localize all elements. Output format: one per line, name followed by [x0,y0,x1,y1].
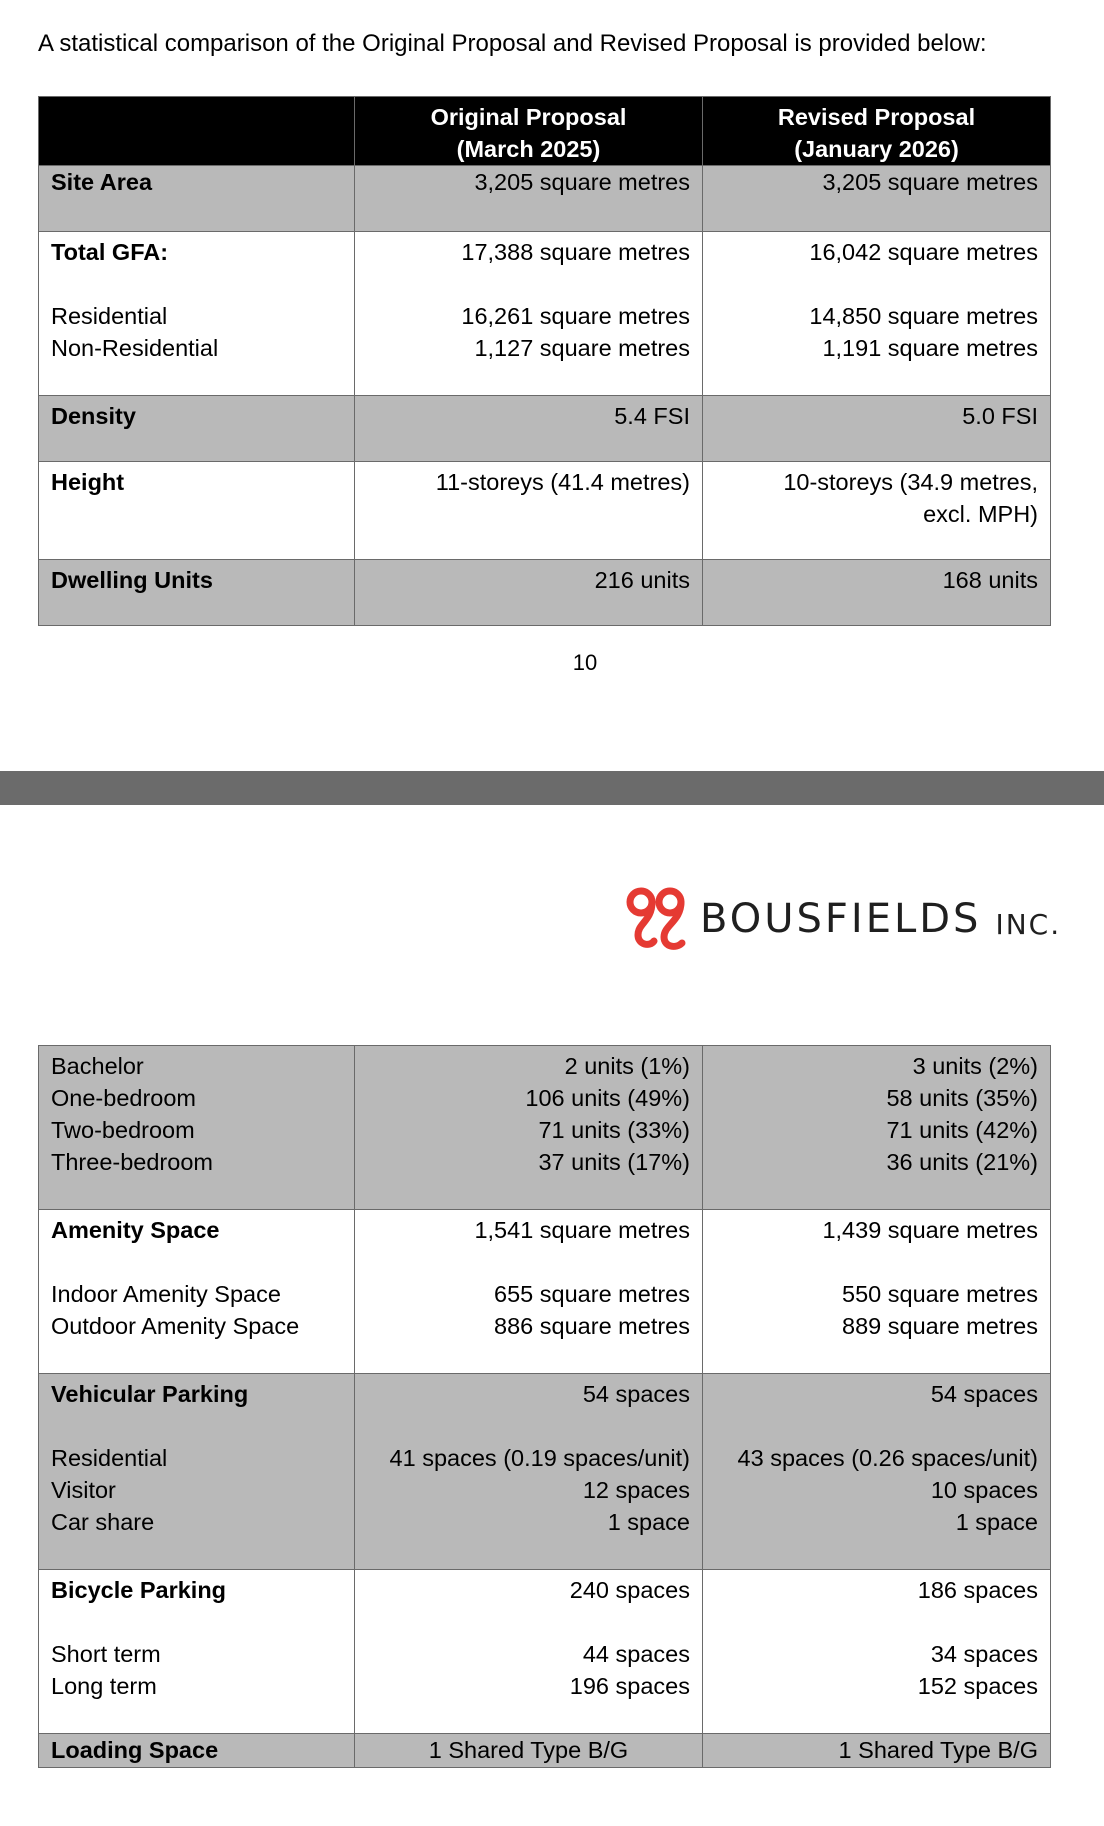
gfa-labels: Total GFA: Residential Non-Residential [39,232,355,396]
vehicular-revised: 54 spaces 43 spaces (0.26 spaces/unit) 10 spaces 1 space [703,1374,1051,1570]
bousfields-logo [624,885,1061,953]
amenity-labels: Amenity Space Indoor Amenity Space Outdoor Amenity Space [39,1210,355,1374]
unit-mix-original: 2 units (1%) 106 units (49%) 71 units (33%) 37 units (17%) [355,1046,703,1210]
header-revised: Revised Proposal (January 2026) [703,97,1051,166]
density-revised: 5.0 FSI [703,396,1051,462]
unit-mix-labels: Bachelor One-bedroom Two-bedroom Three-bedroom [39,1046,355,1210]
loading-revised: 1 Shared Type B/G [703,1734,1051,1768]
loading-label: Loading Space [39,1734,355,1768]
row-density [39,396,1051,462]
row-bicycle-parking [39,1570,1051,1734]
loading-original: 1 Shared Type B/G [355,1734,703,1768]
comparison-table-top [38,96,1051,626]
height-original: 11-storeys (41.4 metres) [355,462,703,560]
bousfields-mark-icon [624,885,688,953]
page-number: 10 [572,650,598,675]
site-area-original: 3,205 square metres [355,166,703,232]
vehicular-original: 54 spaces 41 spaces (0.19 spaces/unit) 12 spaces 1 space [355,1374,703,1570]
vehicular-labels: Vehicular Parking Residential Visitor Car share [39,1374,355,1570]
dwelling-units-revised: 168 units [703,560,1051,626]
bicycle-labels: Bicycle Parking Short term Long term [39,1570,355,1734]
height-label: Height [39,462,355,560]
gfa-revised: 16,042 square metres 14,850 square metres 1,191 square metres [703,232,1051,396]
site-area-revised: 3,205 square metres [703,166,1051,232]
page-divider [0,771,1104,805]
row-vehicular-parking [39,1374,1051,1570]
density-label: Density [39,396,355,462]
row-dwelling-units [39,560,1051,626]
header-original: Original Proposal (March 2025) [355,97,703,166]
bicycle-revised: 186 spaces 34 spaces 152 spaces [703,1570,1051,1734]
row-gfa [39,232,1051,396]
logo-suffix: INC. [995,907,1062,941]
site-area-label: Site Area [39,166,355,232]
dwelling-units-label: Dwelling Units [39,560,355,626]
row-height [39,462,1051,560]
height-revised: 10-storeys (34.9 metres, excl. MPH) [703,462,1051,560]
row-amenity [39,1210,1051,1374]
table-header-row [39,97,1051,166]
comparison-table-bottom [38,1045,1051,1768]
row-unit-mix [39,1046,1051,1210]
dwelling-units-original: 216 units [355,560,703,626]
gfa-original: 17,388 square metres 16,261 square metres 1,127 square metres [355,232,703,396]
unit-mix-revised: 3 units (2%) 58 units (35%) 71 units (42%) 36 units (21%) [703,1046,1051,1210]
logo-wordmark: BOUSFIELDS [700,896,982,942]
amenity-original: 1,541 square metres 655 square metres 886 square metres [355,1210,703,1374]
row-loading-space [39,1734,1051,1768]
density-original: 5.4 FSI [355,396,703,462]
intro-text: A statistical comparison of the Original Proposal and Revised Proposal is provided below: [38,30,987,57]
row-site-area [39,166,1051,232]
bicycle-original: 240 spaces 44 spaces 196 spaces [355,1570,703,1734]
amenity-revised: 1,439 square metres 550 square metres 889 square metres [703,1210,1051,1374]
header-blank [39,97,355,166]
